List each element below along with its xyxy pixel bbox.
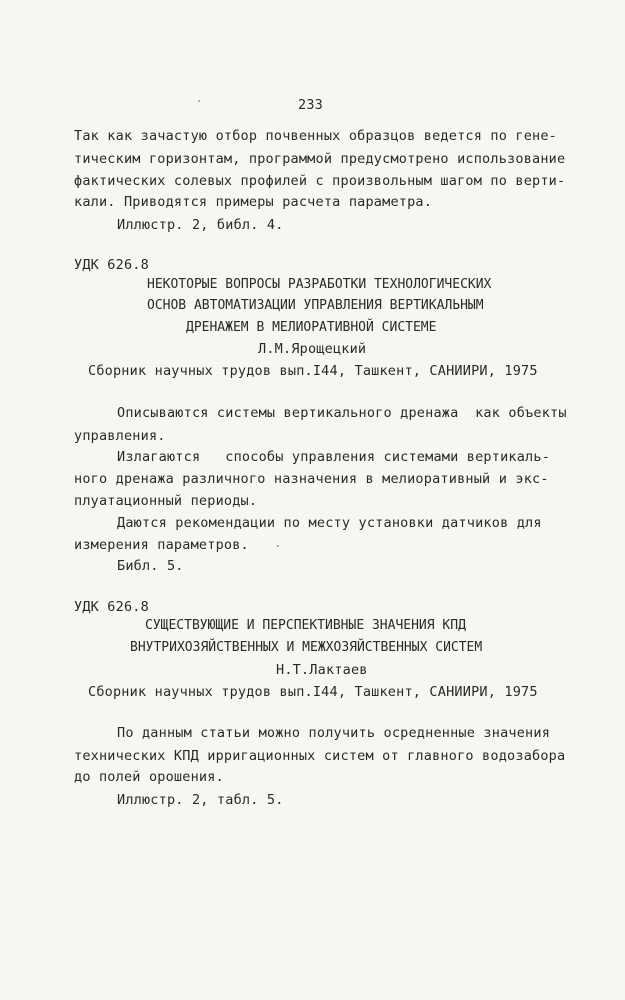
entry-title-line: НЕКОТОРЫЕ ВОПРОСЫ РАЗРАБОТКИ ТЕХНОЛОГИЧЕСКИХ — [147, 277, 492, 292]
entry-title-line: ДРЕНАЖЕМ В МЕЛИОРАТИВНОЙ СИСТЕМЕ — [186, 320, 437, 335]
entry-source: Сборник научных трудов вып.I44, Ташкент, САНИИРИ, 1975 — [88, 363, 538, 379]
scan-speck — [198, 100, 200, 102]
scan-speck — [277, 545, 279, 547]
intro-note: Иллюстр. 2, библ. 4. — [117, 217, 284, 233]
entry-body-line: плуатационный периоды. — [74, 493, 258, 509]
entry-body-line: ного дренажа различного назначения в мелиоративный и экс- — [74, 471, 549, 487]
entry-body-line: Излагаются способы управления системами вертикаль- — [117, 449, 551, 465]
intro-line: кали. Приводятся примеры расчета параметра. — [74, 194, 433, 210]
entry-body-line: Даются рекомендации по месту установки датчиков для — [117, 515, 542, 531]
entry-title-line: ВНУТРИХОЗЯЙСТВЕННЫХ И МЕЖХОЗЯЙСТВЕННЫХ СИСТЕМ — [130, 640, 483, 655]
intro-line: Так как зачастую отбор почвенных образцов ведется по гене- — [74, 128, 558, 144]
entry-author: Л.М.Ярощецкий — [258, 341, 367, 357]
intro-line: тическим горизонтам, программой предусмотрено использование — [74, 151, 566, 167]
entry-body-line: до полей орошения. — [74, 769, 224, 785]
udk-code: УДК 626.8 — [74, 599, 149, 615]
entry-note: Иллюстр. 2, табл. 5. — [117, 792, 284, 808]
entry-title-line: ОСНОВ АВТОМАТИЗАЦИИ УПРАВЛЕНИЯ ВЕРТИКАЛЬНЫМ — [147, 298, 484, 313]
entry-body-line: измерения параметров. — [74, 537, 249, 553]
entry-body-line: управления. — [74, 428, 166, 444]
intro-line: фактических солевых профилей с произвольным шагом по верти- — [74, 173, 566, 189]
udk-code: УДК 626.8 — [74, 257, 149, 273]
entry-body-line: По данным статьи можно получить осредненные значения — [117, 725, 551, 741]
entry-note: Библ. 5. — [117, 558, 184, 574]
entry-body-line: технических КПД ирригационных систем от главного водозабора — [74, 748, 566, 764]
entry-source: Сборник научных трудов вып.I44, Ташкент, САНИИРИ, 1975 — [88, 684, 538, 700]
entry-author: Н.Т.Лактаев — [276, 662, 368, 678]
page-number: 233 — [298, 97, 323, 113]
entry-body-line: Описываются системы вертикального дренажа как объекты — [117, 405, 567, 421]
entry-title-line: СУЩЕСТВУЮЩИЕ И ПЕРСПЕКТИВНЫЕ ЗНАЧЕНИЯ КПД — [145, 618, 466, 633]
